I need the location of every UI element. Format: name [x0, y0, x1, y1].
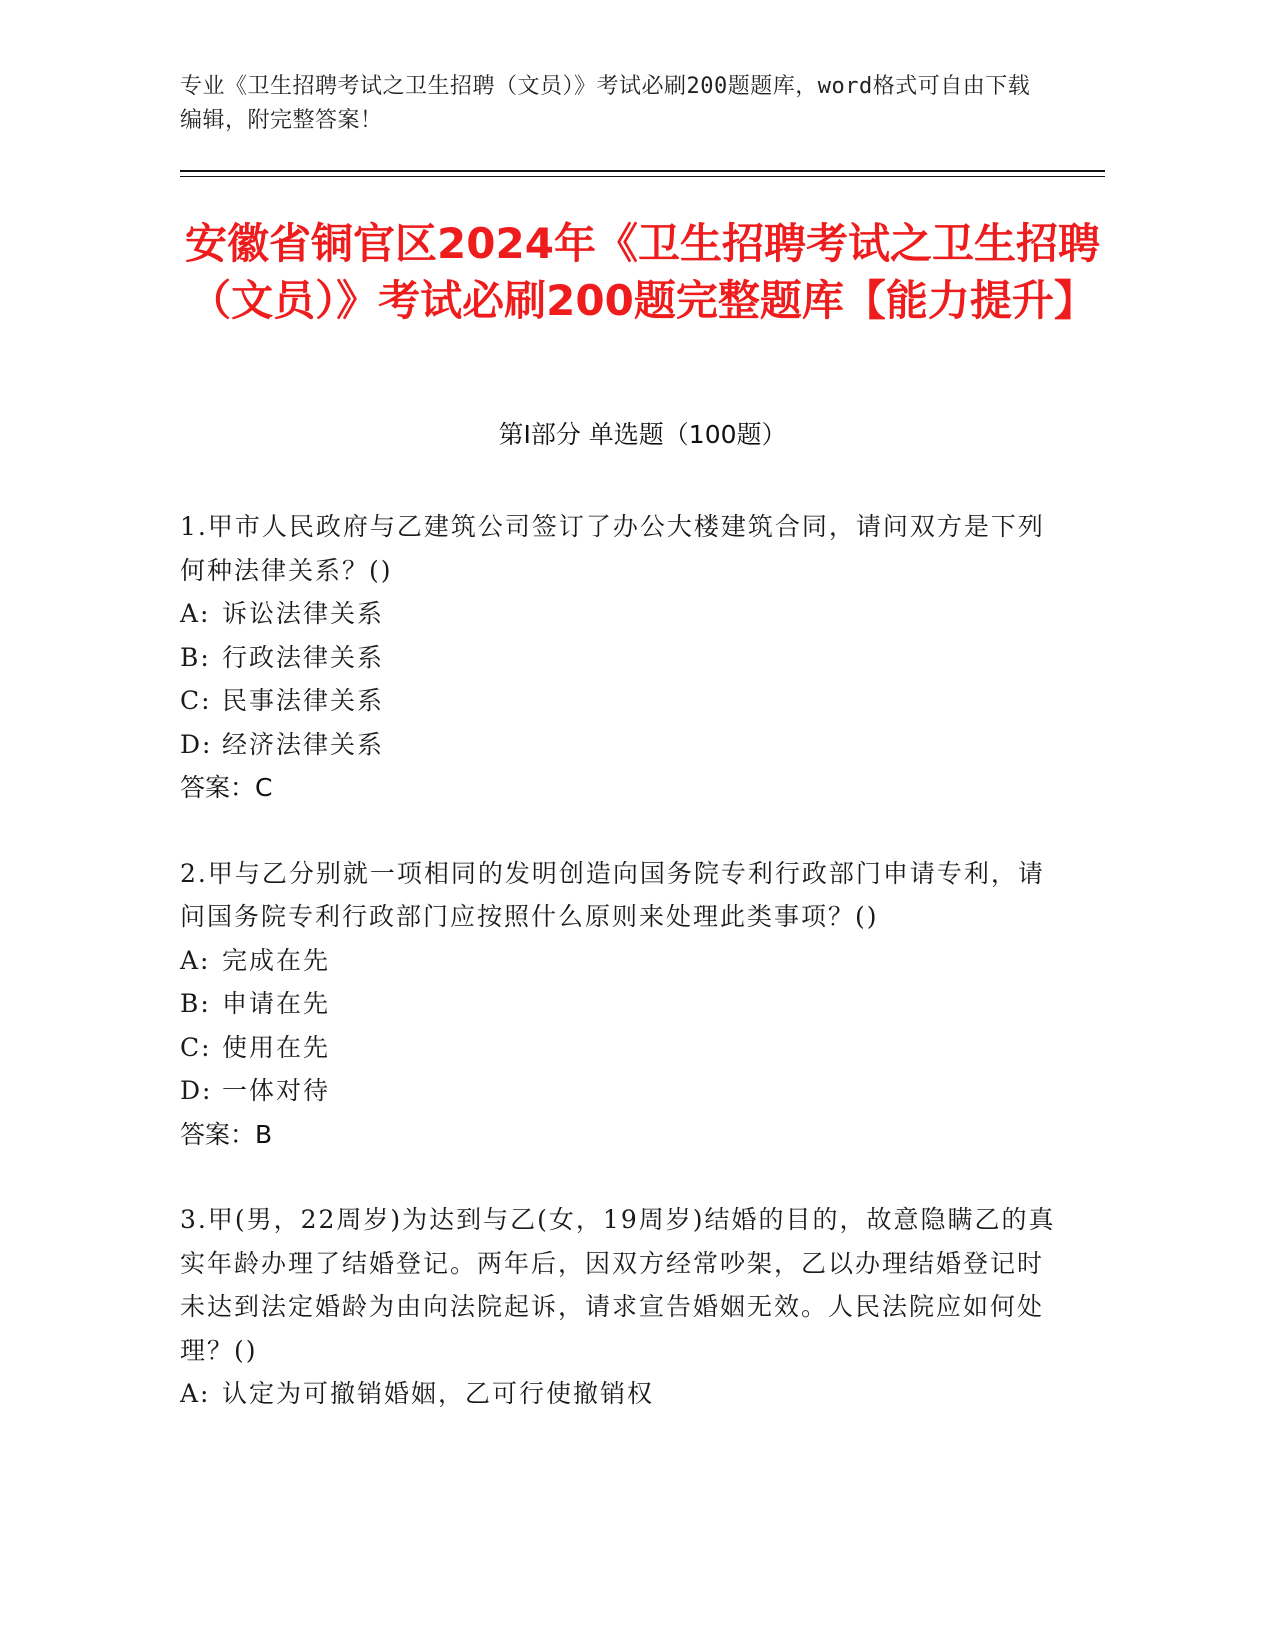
answer-label: 答案： [180, 1119, 256, 1149]
option-letter: C: [180, 1032, 212, 1062]
option-text: 行政法律关系 [222, 642, 385, 672]
question-text: 1.甲市人民政府与乙建筑公司签订了办公大楼建筑合同，请问双方是下列何种法律关系？() [180, 512, 1045, 585]
option-text: 一体对待 [222, 1076, 331, 1105]
option-letter: A: [180, 1379, 211, 1408]
option-c [180, 679, 1060, 723]
option-text: 经济法律关系 [222, 729, 385, 759]
option-letter: B: [180, 989, 211, 1018]
option-letter: B: [180, 642, 211, 672]
header-note: 专业《卫生招聘考试之卫生招聘（文员）》考试必刷200题题库，word格式可自由下载编辑，附完整答案！ [180, 74, 1031, 133]
question-text: 3.甲(男，22周岁)为达到与乙(女，19周岁)结婚的目的，故意隐瞒乙的真实年龄办理了结婚登记。两年后，因双方经常吵架，乙以办理结婚登记时未达到法定婚龄为由向法院起诉，请求宣告婚姻无效。人民法院应如何处理？() [180, 1205, 1056, 1365]
question-1 [180, 505, 1060, 810]
option-letter: D: [180, 1076, 213, 1105]
option-d [180, 1069, 1060, 1113]
answer-line [180, 766, 1060, 810]
option-text: 使用在先 [222, 1032, 331, 1062]
question-2 [180, 852, 1060, 1157]
option-letter: A: [180, 945, 211, 975]
option-text: 认定为可撤销婚姻，乙可行使撤销权 [222, 1379, 655, 1408]
option-text: 诉讼法律关系 [222, 599, 385, 628]
section-heading: 第Ⅰ部分 单选题（100题） [498, 420, 787, 449]
option-letter: D: [180, 729, 213, 759]
question-text: 2.甲与乙分别就一项相同的发明创造向国务院专利行政部门申请专利，请问国务院专利行政部门应按照什么原则来处理此类事项？() [180, 858, 1045, 931]
question-3 [180, 1198, 1060, 1416]
option-a [180, 592, 1060, 636]
option-d [180, 723, 1060, 767]
option-letter: C: [180, 686, 212, 715]
option-c [180, 1026, 1060, 1070]
option-a [180, 939, 1060, 983]
answer-value: C [255, 773, 273, 802]
header-divider [180, 170, 1105, 172]
option-b [180, 982, 1060, 1026]
option-text: 申请在先 [222, 989, 331, 1018]
answer-label: 答案： [180, 773, 256, 802]
option-b [180, 636, 1060, 680]
document-title: 安徽省铜官区2024年《卫生招聘考试之卫生招聘（文员）》考试必刷200题完整题库【能力提升】 [185, 219, 1100, 325]
option-text: 完成在先 [222, 945, 331, 975]
option-a [180, 1372, 1060, 1416]
question-list [180, 505, 1060, 1458]
option-text: 民事法律关系 [222, 686, 385, 715]
header-divider-thin [180, 176, 1105, 177]
answer-line [180, 1113, 1060, 1157]
option-letter: A: [180, 599, 211, 628]
answer-value: B [255, 1119, 273, 1149]
